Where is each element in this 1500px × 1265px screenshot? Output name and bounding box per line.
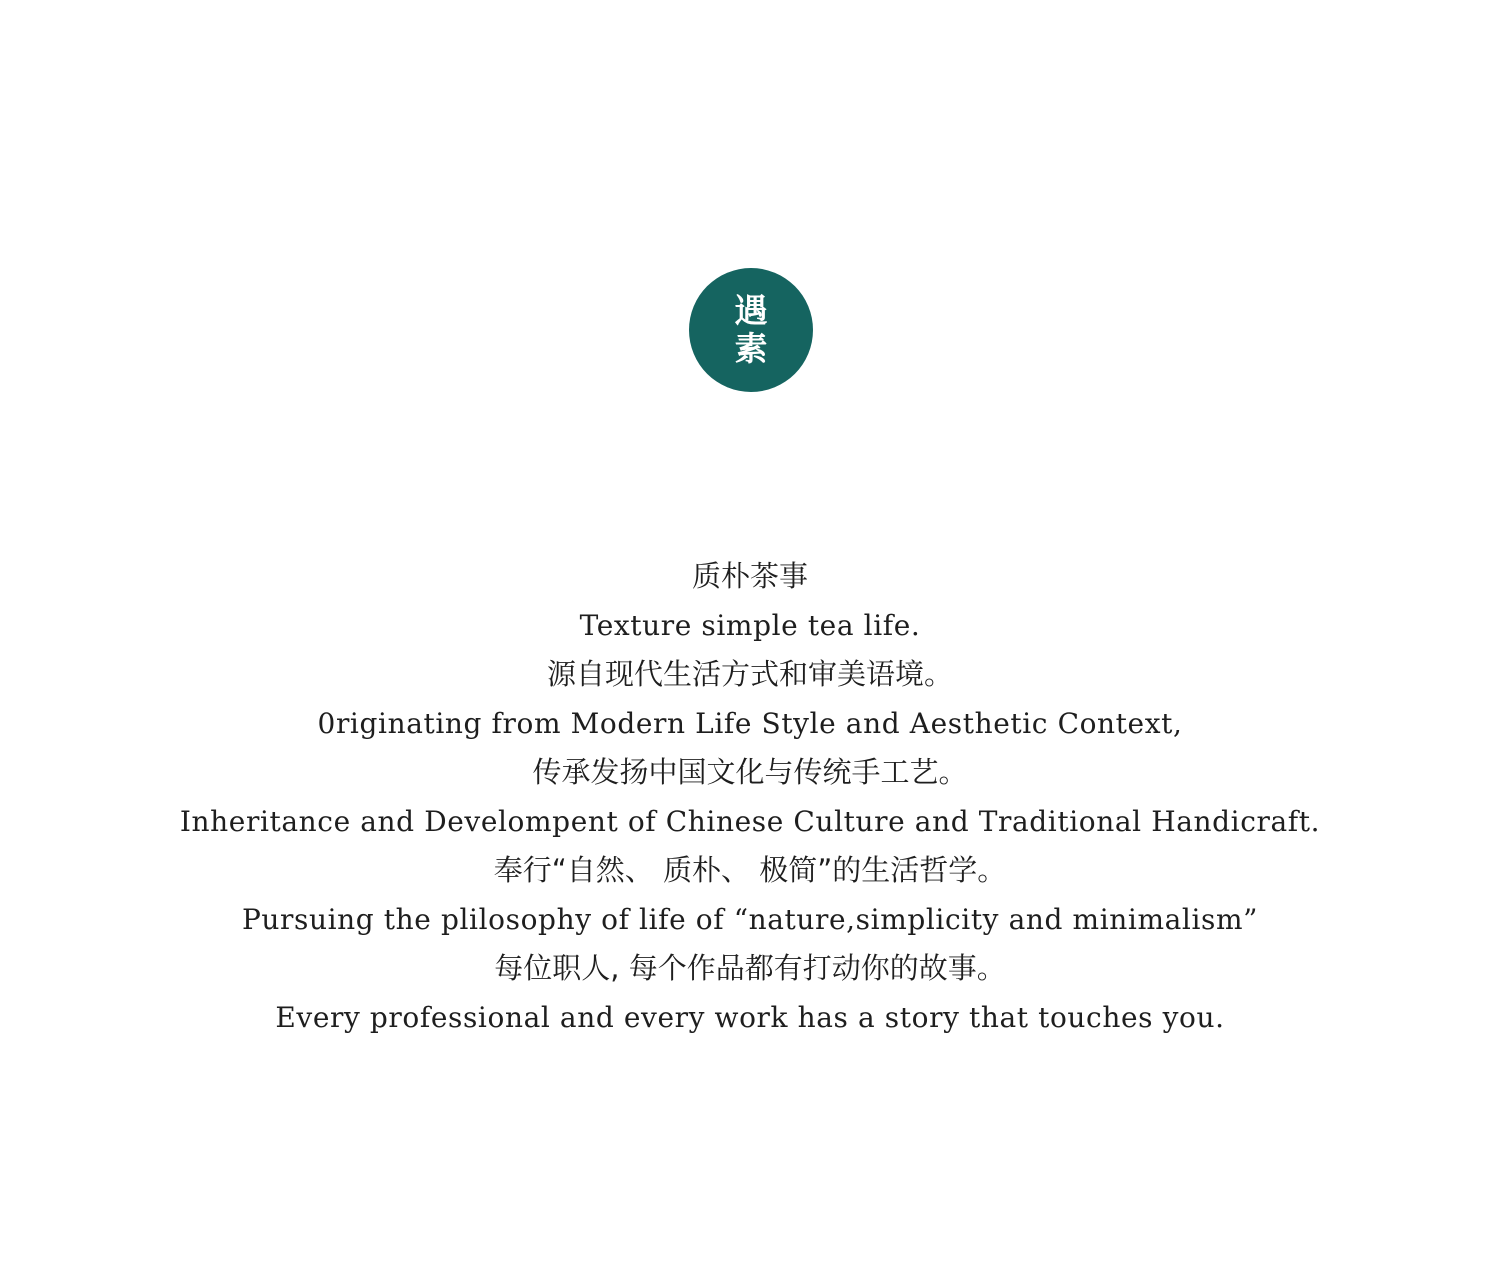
- statement-line-en: Texture simple tea life.: [579, 609, 921, 642]
- statement-line-en: 0riginating from Modern Life Style and Aesthetic Context,: [317, 707, 1183, 740]
- logo-char-bottom: 素: [734, 329, 768, 368]
- brand-seal-logo: [689, 268, 813, 392]
- brand-statement: [0, 552, 1500, 1042]
- statement-line-zh: 传承发扬中国文化与传统手工艺。: [532, 755, 968, 789]
- statement-line-en: Pursuing the plilosophy of life of “nature,simplicity and minimalism”: [241, 903, 1259, 936]
- statement-line-zh: 每位职人, 每个作品都有打动你的故事。: [494, 951, 1006, 985]
- statement-line-zh: 奉行“自然、 质朴、 极简”的生活哲学。: [493, 853, 1007, 887]
- statement-line-en: Inheritance and Develompent of Chinese Culture and Traditional Handicraft.: [179, 805, 1321, 838]
- statement-line-zh: 质朴茶事: [691, 559, 808, 593]
- statement-line-zh: 源自现代生活方式和审美语境。: [546, 657, 953, 691]
- logo-char-top: 遇: [734, 291, 768, 330]
- statement-line-en: Every professional and every work has a story that touches you.: [275, 1001, 1225, 1034]
